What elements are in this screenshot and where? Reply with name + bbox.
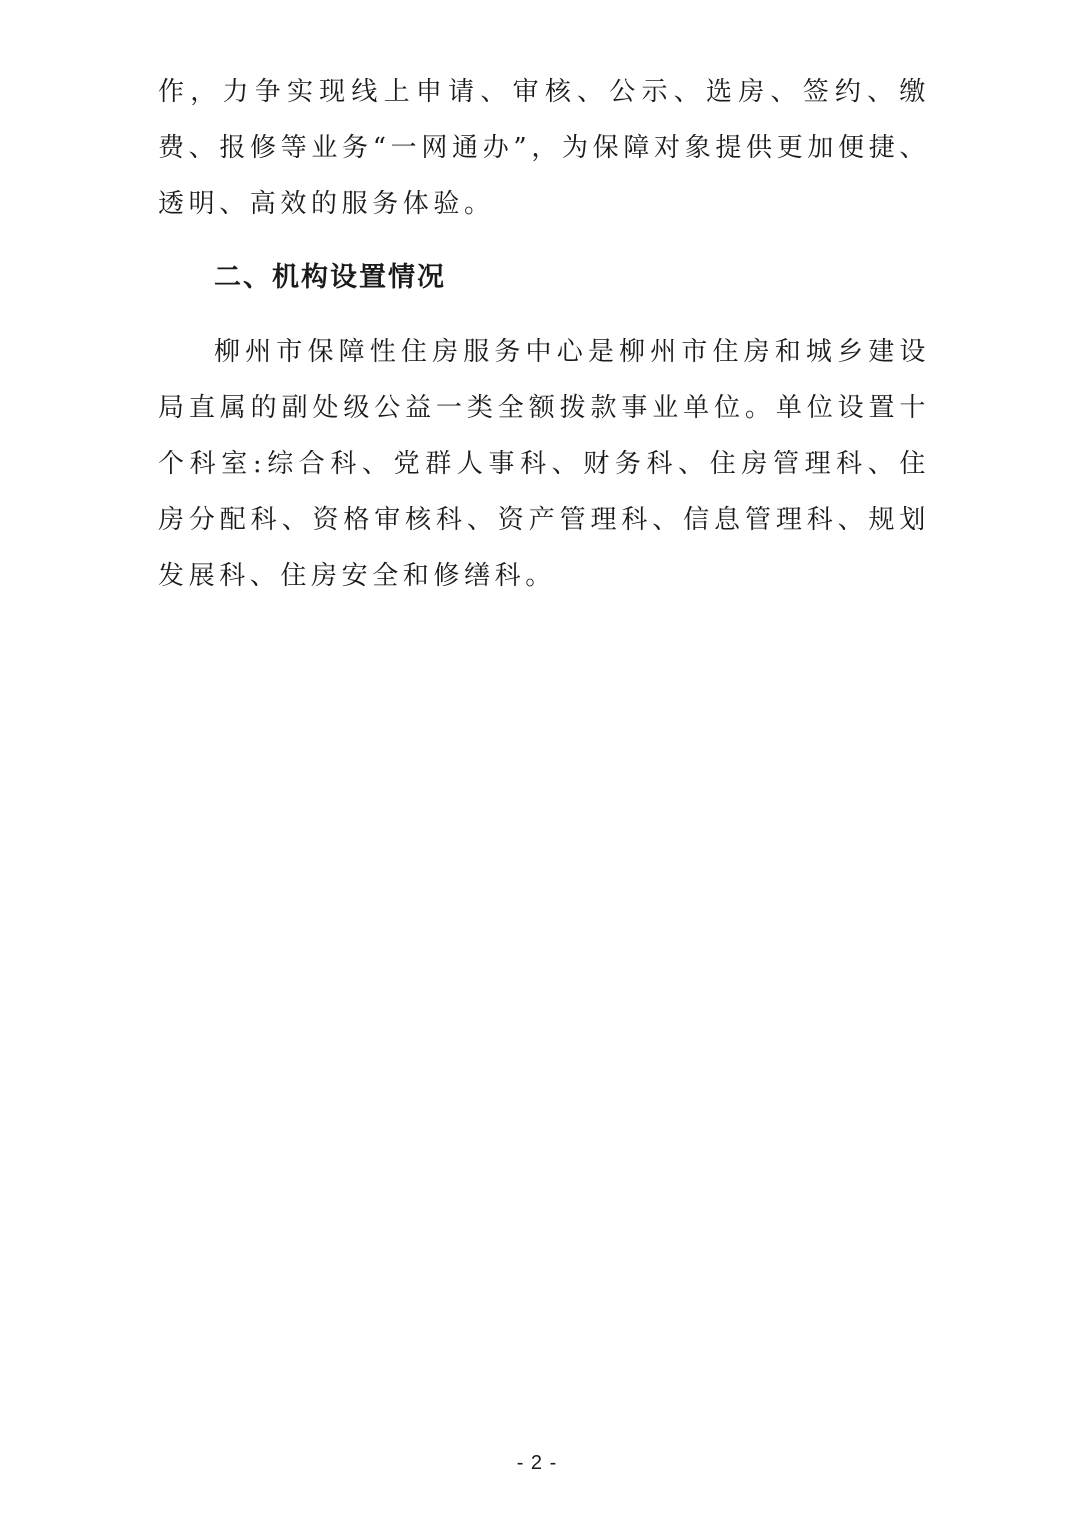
section-heading: 二、机构设置情况 xyxy=(214,262,446,293)
body-paragraph: 柳州市保障性住房服务中心是柳州市住房和城乡建设局直属的副处级公益一类全额拨款事业单位。单位设置十个科室:综合科、党群人事科、财务科、住房管理科、住房分配科、资格审核科、资产管理科、信息管理科、规划发展科、住房安全和修缮科。 xyxy=(158,337,930,591)
page-number: - 2 - xyxy=(516,1452,558,1474)
continuation-paragraph: 作，力争实现线上申请、审核、公示、选房、签约、缴费、报修等业务“一网通办”，为保障对象提供更加便捷、透明、高效的服务体验。 xyxy=(158,77,930,219)
